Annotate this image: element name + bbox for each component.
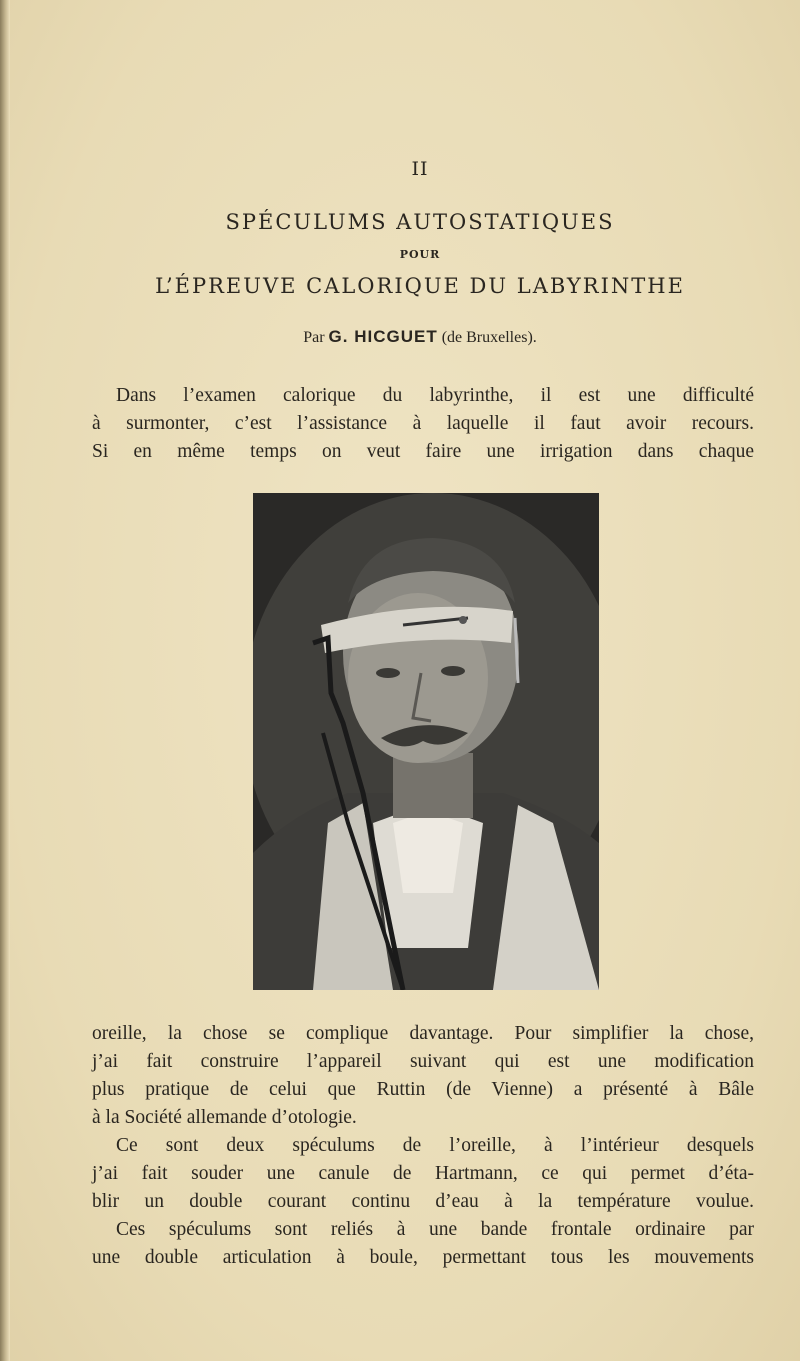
text-line: oreille, la chose se complique davantage. Pour simplifier la chose, bbox=[92, 1023, 754, 1044]
paragraph-intro bbox=[92, 382, 754, 466]
byline bbox=[0, 327, 800, 347]
author-affiliation: (de Bruxelles). bbox=[441, 329, 537, 346]
text-line: à la Société allemande d’otologie. bbox=[92, 1107, 357, 1128]
page-number: II bbox=[411, 158, 429, 180]
text-line: plus pratique de celui que Ruttin (de Vienne) a présenté à Bâle bbox=[92, 1079, 754, 1100]
article-subtitle: L’ÉPREUVE CALORIQUE DU LABYRINTHE bbox=[155, 274, 685, 298]
paragraph-description bbox=[92, 1020, 754, 1272]
photo-illustration bbox=[253, 493, 599, 990]
byline-prefix: Par bbox=[303, 329, 325, 346]
text-line: Ce sont deux spéculums de l’oreille, à l’intérieur desquels bbox=[116, 1135, 754, 1156]
portrait-photograph bbox=[253, 493, 599, 990]
title-connector: POUR bbox=[399, 248, 441, 261]
page-gutter-edge bbox=[0, 0, 10, 1361]
text-line: j’ai fait souder une canule de Hartmann, ce qui permet d’éta- bbox=[92, 1163, 754, 1184]
text-line: j’ai fait construire l’appareil suivant qui est une modification bbox=[92, 1051, 754, 1072]
text-line: à surmonter, c’est l’assistance à laquelle il faut avoir recours. bbox=[92, 413, 754, 434]
text-line: Dans l’examen calorique du labyrinthe, il est une difficulté bbox=[116, 385, 754, 406]
text-line: blir un double courant continu d’eau à la température voulue. bbox=[92, 1191, 754, 1212]
author-name: G. HICGUET bbox=[328, 327, 438, 346]
text-line: Si en même temps on veut faire une irrigation dans chaque bbox=[92, 441, 754, 462]
text-line: Ces spéculums sont reliés à une bande frontale ordinaire par bbox=[116, 1219, 754, 1240]
text-line: une double articulation à boule, permettant tous les mouvements bbox=[92, 1247, 754, 1268]
article-title: SPÉCULUMS AUTOSTATIQUES bbox=[225, 210, 615, 234]
